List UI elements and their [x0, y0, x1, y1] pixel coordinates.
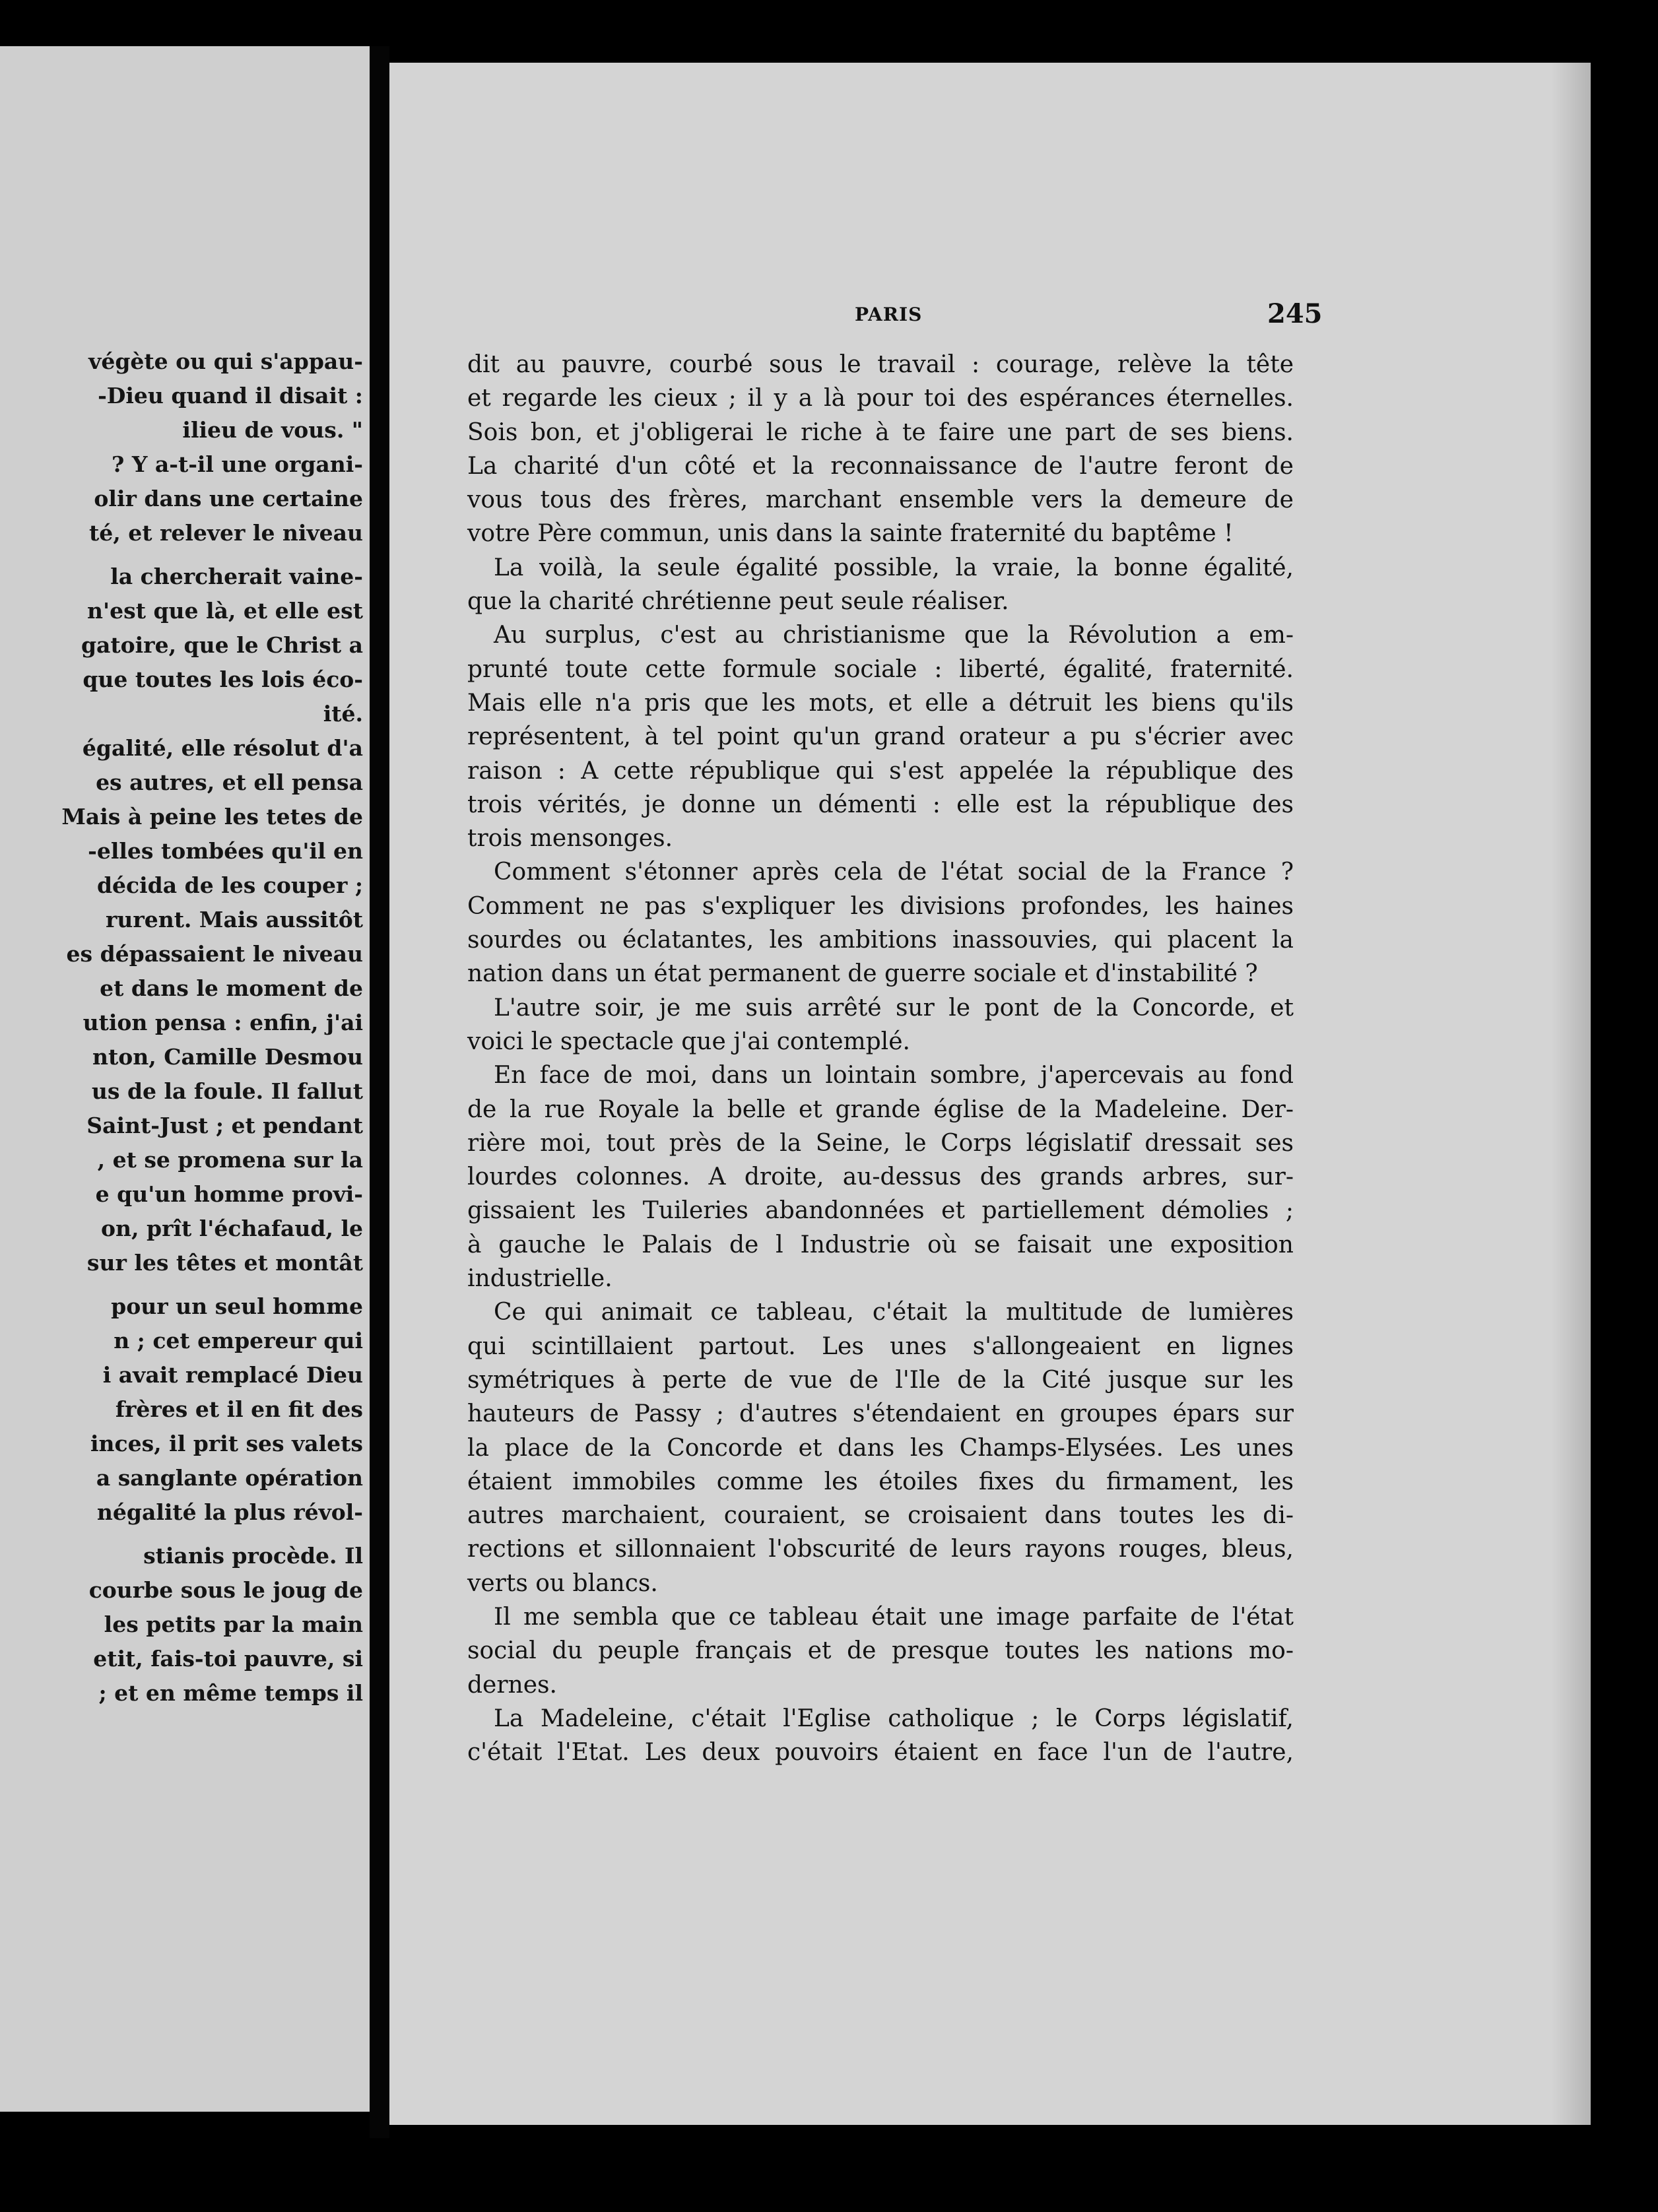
text-line: lourdes colonnes. A droite, au-dessus des grands arbres, sur- — [467, 1163, 1294, 1191]
text-line: les petits par la main — [104, 1611, 363, 1637]
paragraph — [467, 1600, 1294, 1702]
text-line: trois vérités, je donne un démenti : elle est la république des — [467, 791, 1294, 818]
text-line: raison : A cette république qui s'est appelée la république des — [467, 757, 1294, 785]
text-line: prunté toute cette formule sociale : liberté, égalité, fraternité. — [467, 655, 1294, 683]
text-line: En face de moi, dans un lointain sombre, j'apercevais au fond — [494, 1062, 1294, 1090]
page-number: 245 — [1267, 298, 1323, 329]
text-line: etit, fais-toi pauvre, si — [93, 1646, 363, 1672]
text-line: Sois bon, et j'obligerai le riche à te faire une part de ses biens. — [467, 418, 1294, 446]
text-line: gatoire, que le Christ a — [81, 632, 363, 658]
body-text — [467, 348, 1294, 1769]
text-line: de la rue Royale la belle et grande église de la Madeleine. Der- — [467, 1095, 1294, 1123]
text-line: e qu'un homme provi- — [95, 1181, 363, 1207]
text-line: Comment s'étonner après cela de l'état social de la France ? — [494, 859, 1294, 886]
text-line: gissaient les Tuileries abandonnées et partiellement démolies ; — [467, 1197, 1294, 1225]
text-line: Mais à peine les tetes de — [61, 804, 363, 830]
page-edge-shadow — [1551, 63, 1591, 2125]
text-line: -Dieu quand il disait : — [98, 383, 363, 408]
text-line: que la charité chrétienne peut seule réaliser. — [467, 588, 1009, 616]
text-line: La Madeleine, c'était l'Eglise catholique ; le Corps législatif, — [494, 1705, 1294, 1732]
text-line: égalité, elle résolut d'a — [82, 735, 363, 761]
text-line: Il me sembla que ce tableau était une image parfaite de l'état — [494, 1603, 1294, 1631]
text-line: décida de les couper ; — [96, 872, 363, 898]
current-page — [389, 63, 1591, 2125]
paragraph — [467, 991, 1294, 1059]
text-line: Mais elle n'a pris que les mots, et elle a détruit les biens qu'ils — [467, 689, 1294, 717]
text-line: ité. — [323, 701, 363, 727]
text-line: c'était l'Etat. Les deux pouvoirs étaient en face l'un de l'autre, — [467, 1739, 1294, 1767]
text-line: a sanglante opération — [96, 1465, 363, 1491]
text-line: la chercherait vaine- — [110, 564, 363, 589]
text-line: frères et il en fit des — [115, 1396, 363, 1422]
text-line: i avait remplacé Dieu — [102, 1362, 363, 1388]
text-line: Saint-Just ; et pendant — [86, 1113, 363, 1138]
text-line: rurent. Mais aussitôt — [105, 907, 363, 932]
text-line: symétriques à perte de vue de l'Ile de la Cité jusque sur les — [467, 1366, 1294, 1394]
text-line: stianis procède. Il — [143, 1543, 363, 1569]
text-line: nton, Camille Desmou — [92, 1044, 363, 1070]
text-line: et regarde les cieux ; il y a là pour toi des espérances éternelles. — [467, 385, 1294, 412]
running-head — [389, 298, 1591, 343]
text-line: votre Père commun, unis dans la sainte fraternité du baptême ! — [467, 520, 1234, 548]
text-line: es autres, et ell pensa — [96, 769, 363, 795]
paragraph — [467, 1295, 1294, 1600]
text-line: végète ou qui s'appau- — [88, 348, 363, 374]
text-line: social du peuple français et de presque toutes les nations mo- — [467, 1637, 1294, 1665]
text-line: es dépassaient le niveau — [66, 941, 363, 967]
text-line: autres marchaient, couraient, se croisaient dans toutes les di- — [467, 1502, 1294, 1530]
text-line: rections et sillonnaient l'obscurité de leurs rayons rouges, bleus, — [467, 1536, 1294, 1563]
text-line: , et se promena sur la — [97, 1147, 363, 1173]
previous-page-fragment — [0, 46, 370, 2112]
paragraph — [467, 1058, 1294, 1295]
text-line: voici le spectacle que j'ai contemplé. — [467, 1027, 910, 1055]
text-line: dit au pauvre, courbé sous le travail : courage, relève la tête — [467, 351, 1294, 378]
text-line: la place de la Concorde et dans les Champs-Elysées. Les unes — [467, 1434, 1294, 1462]
text-line: représentent, à tel point qu'un grand orateur a pu s'écrier avec — [467, 723, 1294, 751]
text-line: verts ou blancs. — [467, 1569, 658, 1597]
text-line: on, prît l'échafaud, le — [101, 1216, 363, 1241]
text-line: sourdes ou éclatantes, les ambitions inassouvies, qui placent la — [467, 927, 1294, 954]
text-line: étaient immobiles comme les étoiles fixes du firmament, les — [467, 1468, 1294, 1495]
text-line: nation dans un état permanent de guerre sociale et d'instabilité ? — [467, 960, 1258, 988]
text-line: n ; cet empereur qui — [114, 1328, 363, 1353]
text-line: négalité la plus révol- — [96, 1499, 363, 1525]
text-line: ? Y a-t-il une organi- — [112, 451, 363, 477]
paragraph — [467, 855, 1294, 991]
text-line: us de la foule. Il fallut — [91, 1078, 363, 1104]
text-line: ; et en même temps il — [98, 1680, 363, 1706]
paragraph — [467, 348, 1294, 551]
paragraph — [467, 551, 1294, 619]
text-line: L'autre soir, je me suis arrêté sur le pont de la Concorde, et — [494, 994, 1294, 1022]
text-line: olir dans une certaine — [94, 486, 363, 511]
running-head-title: PARIS — [855, 304, 923, 325]
text-line: Ce qui animait ce tableau, c'était la multitude de lumières — [494, 1299, 1294, 1326]
text-line: inces, il prit ses valets — [90, 1431, 363, 1456]
text-line: rière moi, tout près de la Seine, le Corps législatif dressait ses — [467, 1129, 1294, 1157]
text-line: pour un seul homme — [111, 1293, 363, 1319]
page-gutter — [370, 46, 389, 2138]
paragraph-gap — [0, 1280, 363, 1289]
previous-page-text — [0, 344, 363, 1710]
text-line: vous tous des frères, marchant ensemble vers la demeure de — [467, 486, 1294, 514]
text-line: Au surplus, c'est au christianisme que la Révolution a em- — [494, 622, 1294, 649]
paragraph — [467, 618, 1294, 855]
text-line: trois mensonges. — [467, 825, 673, 853]
text-line: à gauche le Palais de l Industrie où se faisait une exposition — [467, 1231, 1294, 1258]
text-line: qui scintillaient partout. Les unes s'allongeaient en lignes — [467, 1332, 1294, 1360]
text-line: hauteurs de Passy ; d'autres s'étendaient en groupes épars sur — [467, 1400, 1294, 1428]
text-line: courbe sous le joug de — [88, 1577, 363, 1603]
text-line: La voilà, la seule égalité possible, la vraie, la bonne égalité, — [494, 554, 1294, 581]
text-line: que toutes les lois éco- — [83, 667, 363, 692]
text-line: Comment ne pas s'expliquer les divisions profondes, les haines — [467, 892, 1294, 920]
text-line: La charité d'un côté et la reconnaissance de l'autre feront de — [467, 452, 1294, 480]
text-line: ilieu de vous. " — [182, 417, 363, 443]
text-line: té, et relever le niveau — [89, 520, 363, 546]
text-line: n'est que là, et elle est — [87, 598, 363, 624]
text-line: et dans le moment de — [100, 975, 363, 1001]
text-line: dernes. — [467, 1671, 557, 1699]
paragraph-gap — [0, 550, 363, 560]
text-line: sur les têtes et montât — [86, 1250, 363, 1276]
text-line: industrielle. — [467, 1265, 613, 1293]
paragraph — [467, 1702, 1294, 1770]
text-line: -elles tombées qu'il en — [88, 838, 363, 864]
paragraph-gap — [0, 1530, 363, 1539]
text-line: ution pensa : enfin, j'ai — [83, 1010, 363, 1035]
